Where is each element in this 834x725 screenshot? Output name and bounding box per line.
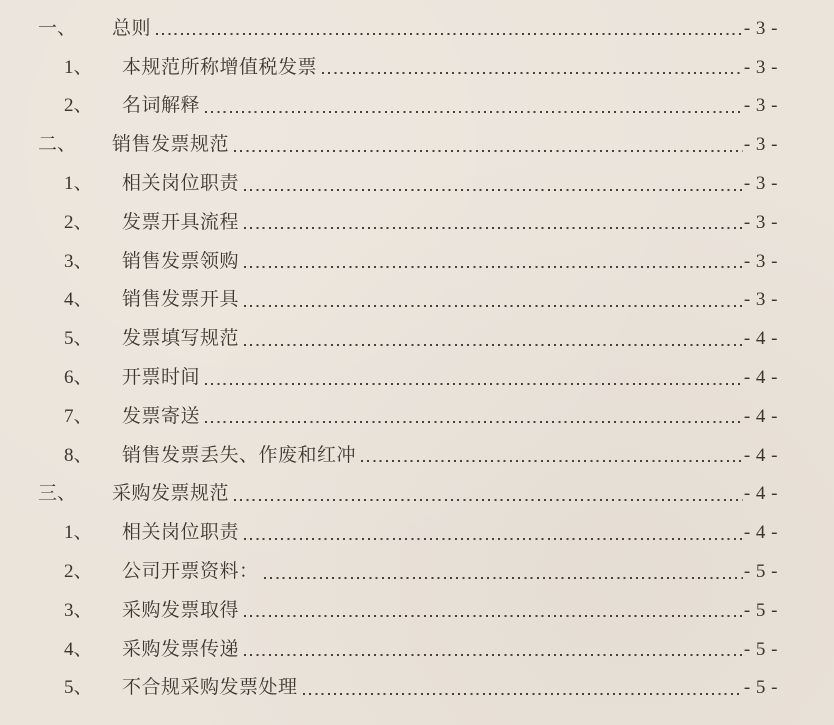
entry-title: 销售发票丢失、作废和红冲 bbox=[122, 444, 357, 466]
entry-number: 7、 bbox=[64, 405, 93, 427]
entry-number: 1、 bbox=[64, 522, 93, 544]
toc-entry[interactable] bbox=[0, 125, 778, 164]
entry-title: 名词解释 bbox=[122, 95, 201, 117]
toc-entry[interactable] bbox=[0, 669, 778, 708]
entry-title: 本规范所称增值税发票 bbox=[122, 56, 318, 78]
dot-leader bbox=[244, 305, 743, 307]
toc-entry[interactable] bbox=[0, 242, 778, 281]
entry-title: 采购发票取得 bbox=[122, 599, 240, 621]
dot-leader bbox=[264, 577, 743, 579]
entry-page-number: - 3 - bbox=[743, 17, 778, 39]
dot-leader bbox=[205, 421, 743, 423]
entry-number: 3、 bbox=[64, 599, 93, 621]
entry-page-number: - 3 - bbox=[743, 134, 778, 156]
toc-entry[interactable] bbox=[0, 552, 778, 591]
entry-page-number: - 4 - bbox=[743, 444, 778, 466]
entry-number: 5、 bbox=[64, 328, 93, 350]
entry-page-number: - 3 - bbox=[743, 211, 778, 233]
entry-title: 公司开票资料： bbox=[122, 561, 259, 583]
toc-entry[interactable] bbox=[0, 281, 778, 320]
entry-title: 销售发票规范 bbox=[112, 134, 230, 156]
dot-leader bbox=[361, 460, 743, 462]
entry-number: 3、 bbox=[64, 250, 93, 272]
dot-leader bbox=[244, 344, 743, 346]
dot-leader bbox=[205, 383, 743, 385]
entry-number: 6、 bbox=[64, 367, 93, 389]
entry-number: 2、 bbox=[64, 211, 93, 233]
dot-leader bbox=[244, 615, 743, 617]
entry-number: 8、 bbox=[64, 444, 93, 466]
toc-entry[interactable] bbox=[0, 436, 778, 475]
entry-page-number: - 4 - bbox=[743, 328, 778, 350]
entry-title: 采购发票规范 bbox=[112, 483, 230, 505]
entry-page-number: - 3 - bbox=[743, 173, 778, 195]
entry-page-number: - 3 - bbox=[743, 250, 778, 272]
entry-number: 4、 bbox=[64, 289, 93, 311]
dot-leader bbox=[156, 33, 743, 35]
dot-leader bbox=[234, 499, 743, 501]
entry-number: 2、 bbox=[64, 95, 93, 117]
entry-number: 二、 bbox=[38, 134, 77, 156]
entry-page-number: - 3 - bbox=[743, 95, 778, 117]
dot-leader bbox=[322, 72, 743, 74]
entry-title: 总则 bbox=[112, 17, 152, 39]
entry-number: 1、 bbox=[64, 173, 93, 195]
entry-title: 采购发票传递 bbox=[122, 638, 240, 660]
dot-leader bbox=[205, 111, 743, 113]
toc-entry[interactable] bbox=[0, 591, 778, 630]
entry-title: 发票寄送 bbox=[122, 405, 201, 427]
dot-leader bbox=[244, 538, 743, 540]
dot-leader bbox=[303, 693, 743, 695]
entry-page-number: - 4 - bbox=[743, 405, 778, 427]
toc-entry[interactable] bbox=[0, 630, 778, 669]
entry-title: 相关岗位职责 bbox=[122, 173, 240, 195]
toc-entry[interactable] bbox=[0, 513, 778, 552]
toc-entry[interactable] bbox=[0, 319, 778, 358]
entry-page-number: - 5 - bbox=[743, 561, 778, 583]
entry-number: 5、 bbox=[64, 677, 93, 699]
toc-entry[interactable] bbox=[0, 9, 778, 48]
entry-page-number: - 3 - bbox=[743, 289, 778, 311]
entry-title: 销售发票开具 bbox=[122, 289, 240, 311]
entry-page-number: - 5 - bbox=[743, 677, 778, 699]
entry-number: 2、 bbox=[64, 561, 93, 583]
entry-title: 销售发票领购 bbox=[122, 250, 240, 272]
entry-title: 不合规采购发票处理 bbox=[122, 677, 298, 699]
toc-entry[interactable] bbox=[0, 87, 778, 126]
toc-entry[interactable] bbox=[0, 397, 778, 436]
dot-leader bbox=[244, 189, 743, 191]
toc-entry[interactable] bbox=[0, 164, 778, 203]
entry-number: 4、 bbox=[64, 638, 93, 660]
toc-entry[interactable] bbox=[0, 48, 778, 87]
toc-entry[interactable] bbox=[0, 203, 778, 242]
toc-entry[interactable] bbox=[0, 358, 778, 397]
entry-title: 开票时间 bbox=[122, 367, 201, 389]
entry-page-number: - 5 - bbox=[743, 599, 778, 621]
dot-leader bbox=[244, 654, 743, 656]
entry-title: 相关岗位职责 bbox=[122, 522, 240, 544]
dot-leader bbox=[244, 266, 743, 268]
entry-page-number: - 4 - bbox=[743, 367, 778, 389]
entry-title: 发票开具流程 bbox=[122, 211, 240, 233]
entry-page-number: - 4 - bbox=[743, 483, 778, 505]
entry-page-number: - 5 - bbox=[743, 638, 778, 660]
entry-title: 发票填写规范 bbox=[122, 328, 240, 350]
entry-number: 1、 bbox=[64, 56, 93, 78]
entry-page-number: - 3 - bbox=[743, 56, 778, 78]
toc-entry[interactable] bbox=[0, 475, 778, 514]
dot-leader bbox=[234, 150, 743, 152]
entry-page-number: - 4 - bbox=[743, 522, 778, 544]
entry-number: 一、 bbox=[38, 17, 77, 39]
entry-number: 三、 bbox=[38, 483, 77, 505]
dot-leader bbox=[244, 227, 743, 229]
